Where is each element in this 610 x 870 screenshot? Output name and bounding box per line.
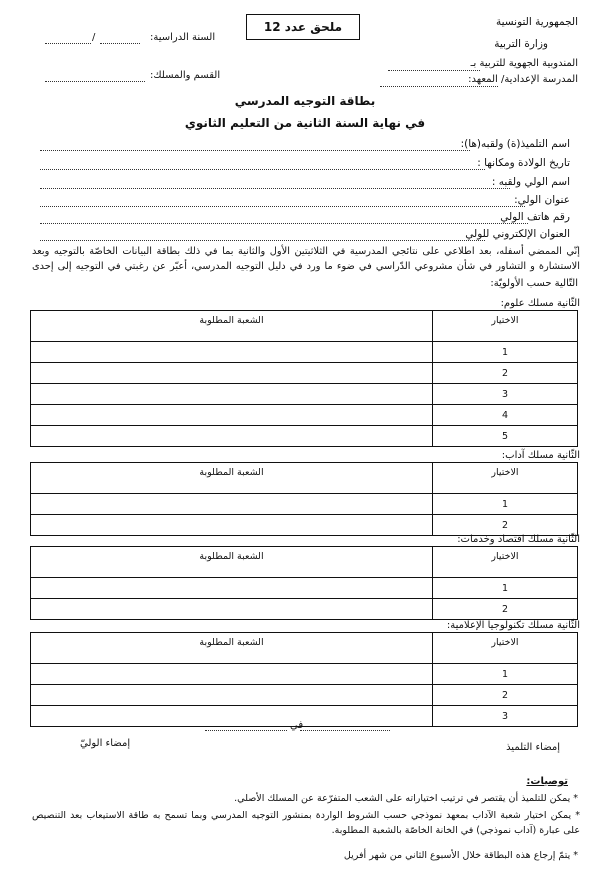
field-student-name: اسم التلميذ(ة) ولقبه(ها): xyxy=(460,138,570,150)
note-item: * يمكن اختيار شعبة الآداب بمعهد نموذجي حسب الشروط الواردة بمنشور التوجيه المدرسي وبما تسمح به طاقة الاستيعاب بعد التنصيص على عبارة (آداب نموذجي) في الخانة الخاصّة بالشعبة المطلوبة. xyxy=(32,810,580,836)
card-subtitle: في نهاية السنة الثانية من التعليم الثانوي xyxy=(184,116,426,130)
choice-number: 1 xyxy=(433,494,578,515)
field-parent-phone-dots xyxy=(40,223,528,224)
branch-cell[interactable] xyxy=(31,664,433,685)
field-birth: تاريخ الولادة ومكانها : xyxy=(477,157,570,169)
table-it-caption: الثّانية مسلك تكنولوجيا الإعلامية: xyxy=(446,620,580,631)
student-signature-label: إمضاء التلميذ xyxy=(506,742,560,753)
table-science xyxy=(30,310,578,447)
table-row xyxy=(31,706,578,727)
place-date-label: في xyxy=(290,720,304,731)
school-year-dots-b xyxy=(100,43,140,44)
col-choice-header: الاختيار xyxy=(433,463,578,494)
choice-number: 2 xyxy=(433,685,578,706)
table-row xyxy=(31,599,578,620)
school-year-dots-a xyxy=(45,43,91,44)
choice-number: 2 xyxy=(433,515,578,536)
branch-cell[interactable] xyxy=(31,494,433,515)
notes-title: توصيات: xyxy=(526,776,568,787)
table-economy xyxy=(30,546,578,620)
field-parent-name: اسم الولي ولقبه : xyxy=(491,176,570,188)
table-economy-caption: الثّانية مسلك اقتصاد وخدمات: xyxy=(457,534,580,545)
section-dots xyxy=(45,81,145,82)
parent-signature-label: إمضاء الوليّ xyxy=(80,738,131,749)
choice-number: 1 xyxy=(433,664,578,685)
card-title: بطاقة التوجيه المدرسي xyxy=(234,94,376,108)
table-row xyxy=(31,342,578,363)
statement-text: إنّي الممضي أسفله، بعد اطلاعي على نتائجي المدرسية في الثلاثيتين الأول والثانية بما في ذلك بطاقة البيانات الخاصّة بالتوجيه وبعد الاستشارة و التشاور في شأن مشروعي الدّراسي في ضوء ما ورد في دليل التوجيه المدرسي، أعبّر عن رغبتي في التوجيه إلى إحدى xyxy=(32,246,580,272)
table-science-caption: الثّانية مسلك علوم: xyxy=(500,298,580,309)
field-parent-name-dots xyxy=(40,188,510,189)
choice-number: 2 xyxy=(433,363,578,384)
table-row xyxy=(31,685,578,706)
school-year-label: السنة الدراسية: xyxy=(150,32,216,43)
regional-office-dots xyxy=(388,70,480,71)
table-row xyxy=(31,578,578,599)
col-branch-header: الشعبة المطلوبة xyxy=(31,633,433,664)
school-year-slash: / xyxy=(92,32,96,43)
col-branch-header: الشعبة المطلوبة xyxy=(31,311,433,342)
table-row xyxy=(31,494,578,515)
branch-cell[interactable] xyxy=(31,363,433,384)
place-dots xyxy=(205,730,287,731)
school-label: المدرسة الإعدادية/ المعهد: xyxy=(468,74,578,85)
table-row xyxy=(31,384,578,405)
table-row xyxy=(31,664,578,685)
table-row xyxy=(31,363,578,384)
note-item: * يتمّ إرجاع هذه البطاقة خلال الأسبوع الثاني من شهر أفريل xyxy=(343,850,578,861)
date-dots xyxy=(300,730,390,731)
col-choice-header: الاختيار xyxy=(433,633,578,664)
table-letters xyxy=(30,462,578,536)
choice-number: 1 xyxy=(433,342,578,363)
field-parent-email-dots xyxy=(40,240,485,241)
col-choice-header: الاختيار xyxy=(433,547,578,578)
table-row xyxy=(31,426,578,447)
annex-number-box xyxy=(246,14,360,40)
field-student-name-dots xyxy=(40,150,470,151)
col-branch-header: الشعبة المطلوبة xyxy=(31,547,433,578)
table-row xyxy=(31,405,578,426)
branch-cell[interactable] xyxy=(31,578,433,599)
choice-number: 5 xyxy=(433,426,578,447)
branch-cell[interactable] xyxy=(31,405,433,426)
section-label: القسم والمسلك: xyxy=(150,70,221,81)
table-letters-caption: الثّانية مسلك آداب: xyxy=(501,450,580,461)
choice-number: 4 xyxy=(433,405,578,426)
choice-number: 1 xyxy=(433,578,578,599)
choice-number: 2 xyxy=(433,599,578,620)
field-birth-dots xyxy=(40,169,485,170)
branch-cell[interactable] xyxy=(31,342,433,363)
branch-cell[interactable] xyxy=(31,599,433,620)
branch-cell[interactable] xyxy=(31,384,433,405)
table-it xyxy=(30,632,578,727)
field-parent-address-dots xyxy=(40,206,525,207)
statement-end: التّالية حسب الأولويّة: xyxy=(490,278,578,289)
school-dots xyxy=(380,86,498,87)
choice-number: 3 xyxy=(433,384,578,405)
republic-label: الجمهورية التونسية xyxy=(496,16,578,28)
branch-cell[interactable] xyxy=(31,426,433,447)
field-parent-phone: رقم هاتف الولي xyxy=(500,211,570,223)
regional-office-label: المندوبية الجهوية للتربية بـ xyxy=(470,58,578,69)
note-item: * يمكن للتلميذ أن يقتصر في ترتيب اختياراته على الشعب المتفرّعة عن المسلك الأصلي. xyxy=(234,793,578,804)
ministry-label: وزارة التربية xyxy=(494,38,548,50)
branch-cell[interactable] xyxy=(31,515,433,536)
field-parent-email: العنوان الإلكتروني للولي xyxy=(465,228,570,240)
branch-cell[interactable] xyxy=(31,685,433,706)
choice-number: 3 xyxy=(433,706,578,727)
branch-cell[interactable] xyxy=(31,706,433,727)
annex-number: ملحق عدد 12 xyxy=(263,20,343,34)
field-parent-address: عنوان الولي: xyxy=(514,194,570,206)
col-choice-header: الاختيار xyxy=(433,311,578,342)
col-branch-header: الشعبة المطلوبة xyxy=(31,463,433,494)
table-row xyxy=(31,515,578,536)
